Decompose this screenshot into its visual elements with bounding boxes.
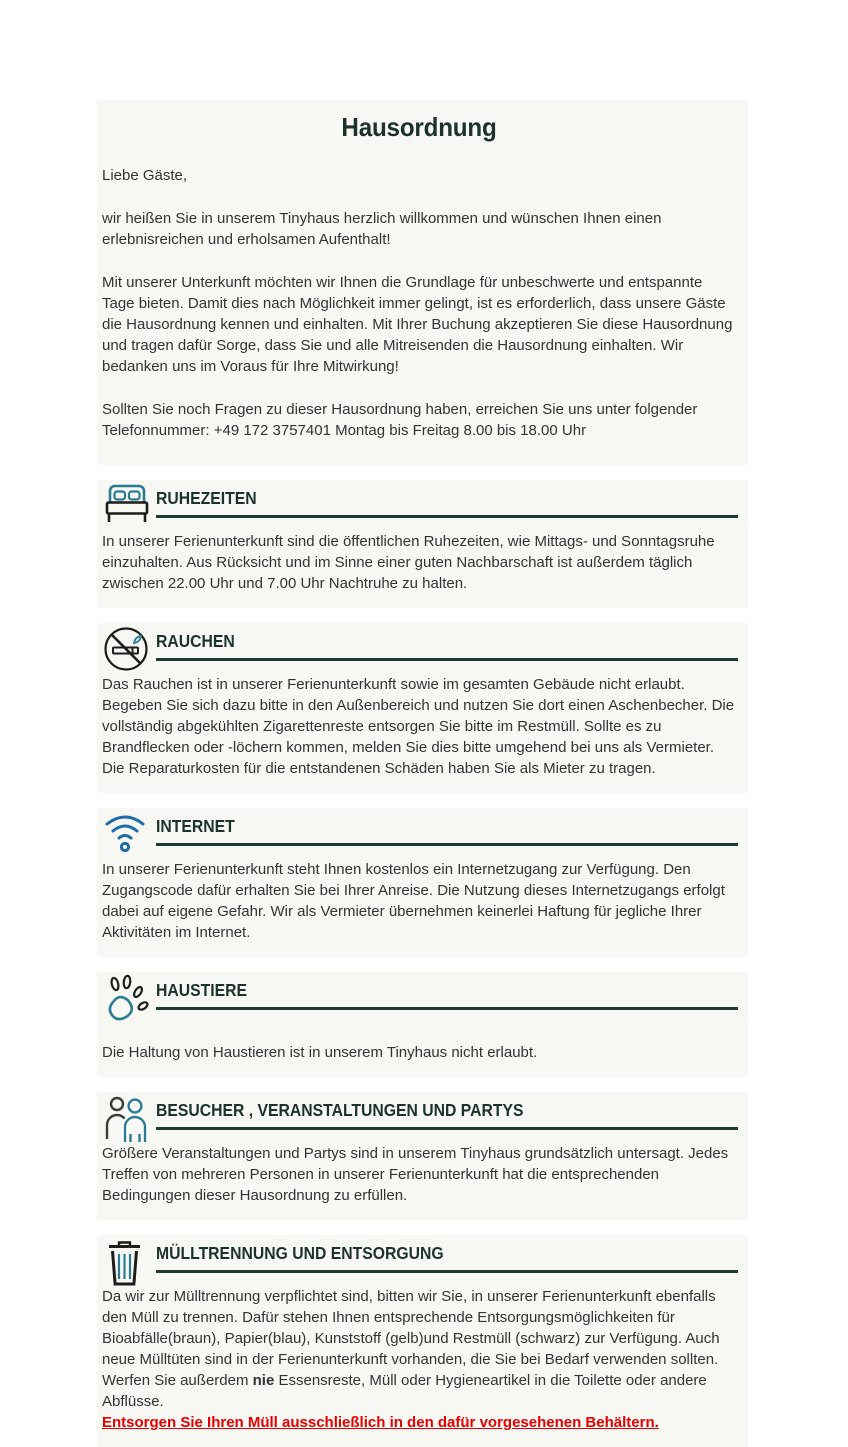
section-internet: [97, 808, 748, 957]
visitors-icon: [102, 1100, 156, 1130]
section-body: [102, 531, 738, 594]
page-title: Hausordnung: [341, 112, 497, 142]
section-header: [102, 816, 738, 846]
section-title: INTERNET: [156, 816, 235, 836]
section-title-underline: [156, 631, 738, 661]
wifi-icon: [102, 816, 156, 846]
section-body: [102, 1042, 738, 1063]
section-header: [102, 631, 738, 661]
bed-icon: [102, 488, 156, 518]
section-title: BESUCHER , VERANSTALTUNGEN UND PARTYS: [156, 1100, 524, 1120]
section-body: [102, 1143, 738, 1206]
document-content: [97, 100, 748, 1447]
trash-icon: [102, 1243, 156, 1273]
section-header: [102, 980, 738, 1010]
section-header: [102, 1100, 738, 1130]
muell-text-part1: Da wir zur Mülltrennung verpflichtet sind, bitten wir Sie, in unserer Ferienunterkunft ebenfalls den Müll zu trennen. Dafür stehen Ihnen entsprechende Entsorgungsmöglichkeiten für Bioabfälle(braun), Papier(blau), Kunststoff (gelb)und Restmüll (schwarz) zur Verfügung. Auch neue Mülltüten sind in der Ferienunterkunft vorhanden, die Sie bei Bedarf verwenden sollten. Werfen Sie außerdem: [102, 1288, 720, 1389]
section-text: In unserer Ferienunterkunft steht Ihnen kostenlos ein Internetzugang zur Verfügung. Den Zugangscode dafür erhalten Sie bei Ihrer Anreise. Die Nutzung dieses Internetzugangs erfolgt dabei auf eigene Gefahr. Wir als Vermieter übernehmen keinerlei Haftung für jegliche Ihrer Aktivitäten im Internet.: [102, 861, 725, 941]
section-muelltrennung: [97, 1235, 748, 1447]
section-title-underline: [156, 980, 738, 1010]
section-title: RAUCHEN: [156, 631, 235, 651]
intro-panel: [97, 100, 748, 465]
section-title: RUHEZEITEN: [156, 488, 257, 508]
section-text: Die Haltung von Haustieren ist in unserem Tinyhaus nicht erlaubt.: [102, 1044, 538, 1061]
section-header: [102, 488, 738, 518]
section-title-underline: [156, 1100, 738, 1130]
section-title-underline: [156, 488, 738, 518]
section-body: [102, 859, 738, 943]
muell-warning-text: Entsorgen Sie Ihren Müll ausschließlich in den dafür vorgesehenen Behältern.: [102, 1414, 659, 1431]
intro-paragraph-3: Sollten Sie noch Fragen zu dieser Hausordnung haben, erreichen Sie uns unter folgender Telefonnummer: +49 172 3757401 Montag bis Freitag 8.00 bis 18.00 Uhr: [102, 401, 698, 439]
muell-bold-word: nie: [252, 1372, 275, 1389]
section-header: [102, 1243, 738, 1273]
section-ruhezeiten: [97, 480, 748, 608]
section-title-underline: [156, 1243, 738, 1273]
intro-paragraph-1: wir heißen Sie in unserem Tinyhaus herzlich willkommen und wünschen Ihnen einen erlebnisreichen und erholsamen Aufenthalt!: [102, 210, 662, 248]
section-body: [102, 674, 738, 779]
section-text: Das Rauchen ist in unserer Ferienunterkunft sowie im gesamten Gebäude nicht erlaubt. Begeben Sie sich dazu bitte in den Außenbereich und nutzen Sie dort einen Aschenbecher. Die vollständig abgekühlten Zigarettenreste entsorgen Sie bitte im Restmüll. Sollte es zu Brandflecken oder -löchern kommen, melden Sie dies bitte umgehend bei uns als Vermieter. Die Reparaturkosten für die entstandenen Schäden haben Sie als Mieter zu tragen.: [102, 676, 735, 777]
no-smoking-icon: [102, 631, 156, 661]
section-rauchen: [97, 623, 748, 793]
section-text: In unserer Ferienunterkunft sind die öffentlichen Ruhezeiten, wie Mittags- und Sonntagsruhe einzuhalten. Aus Rücksicht und im Sinne einer guten Nachbarschaft ist außerdem täglich zwischen 22.00 Uhr und 7.00 Uhr Nachtruhe zu halten.: [102, 533, 715, 592]
section-title: MÜLLTRENNUNG UND ENTSORGUNG: [156, 1243, 444, 1263]
section-besucher: [97, 1092, 748, 1220]
section-title: HAUSTIERE: [156, 980, 248, 1000]
greeting-text: Liebe Gäste,: [102, 167, 188, 184]
paw-icon: [102, 980, 156, 1010]
intro-paragraph-2: Mit unserer Unterkunft möchten wir Ihnen die Grundlage für unbeschwerte und entspannte Tage bieten. Damit dies nach Möglichkeit immer gelingt, ist es erforderlich, dass unsere Gäste die Hausordnung kennen und einhalten. Mit Ihrer Buchung akzeptieren Sie diese Hausordnung und tragen dafür Sorge, dass Sie und alle Mitreisenden die Hausordnung einhalten. Wir bedanken uns im Voraus für Ihre Mitwirkung!: [102, 274, 733, 375]
section-text: [102, 1286, 738, 1412]
section-body: [102, 1286, 738, 1433]
section-text: Größere Veranstaltungen und Partys sind in unserem Tinyhaus grundsätzlich untersagt. Jedes Treffen von mehreren Personen in unserer Ferienunterkunft hat die entsprechenden Bedingungen dieser Hausordnung zu erfüllen.: [102, 1145, 729, 1204]
section-haustiere: [97, 972, 748, 1077]
section-title-underline: [156, 816, 738, 846]
muell-text-part2: Essensreste, Müll oder Hygieneartikel in die Toilette oder andere Abflüsse.: [102, 1372, 707, 1410]
